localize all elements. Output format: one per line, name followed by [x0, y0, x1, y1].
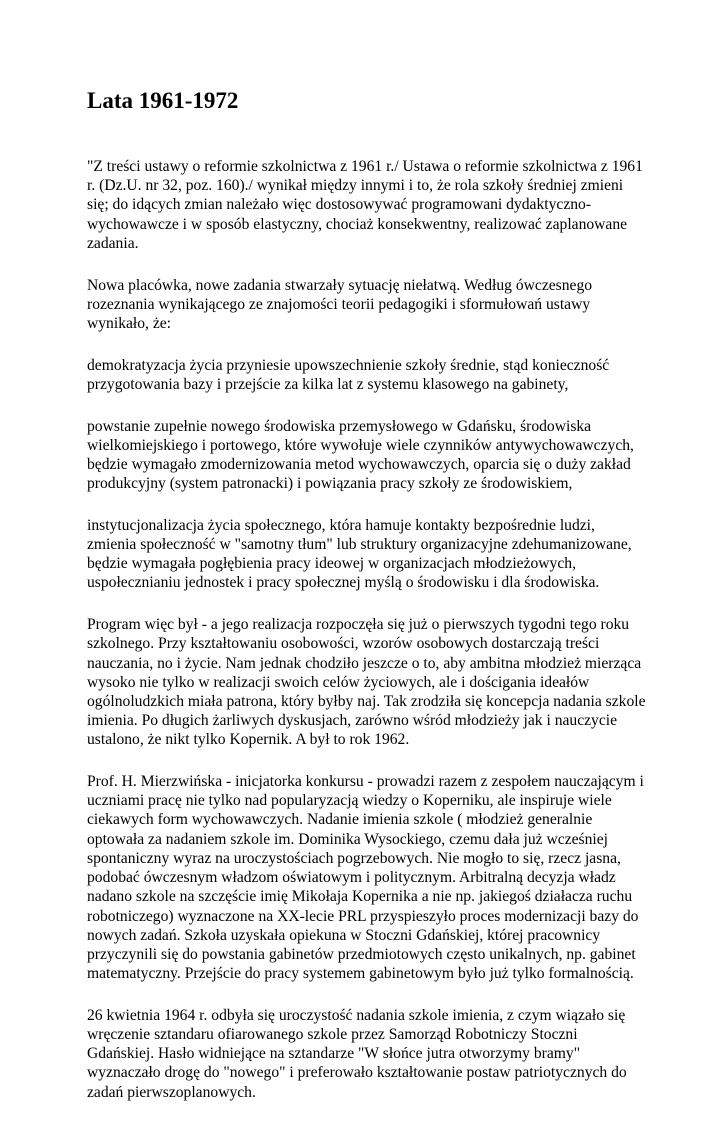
paragraph-3: demokratyzacja życia przyniesie upowszechnienie szkoły średnie, stąd konieczność przygotowania bazy i przejście za kilka lat z systemu klasowego na gabinety, — [87, 356, 610, 393]
paragraph-8: 26 kwietnia 1964 r. odbyła się uroczystość nadania szkole imienia, z czym wiązało się wręczenie sztandaru ofiarowanego szkole przez Samorząd Robotniczy Stoczni Gdańskiej. Hasło widniejące na sztandarze "W słońce jutra otworzymy bramy" wyznaczało drogę do "nowego" i preferowało kształtowanie postaw patriotycznych do zadań pierwszoplanowych. — [87, 1006, 627, 1101]
paragraph-2: Nowa placówka, nowe zadania stwarzały sytuację niełatwą. Według ówczesnego rozeznania wynikającego ze znajomości teorii pedagogiki i sformułowań ustawy wynikało, że: — [87, 276, 593, 332]
page-title: Lata 1961-1972 — [87, 88, 239, 113]
paragraph-5: instytucjonalizacja życia społecznego, która hamuje kontakty bezpośrednie ludzi, zmienia społeczność w "samotny tłum" lub struktury organizacyjne zdehumanizowane, będzie wymagała pogłębienia pracy ideowej w organizacjach młodzieżowych, uspołecznianiu jednostek i pracy społecznej myślą o środowisku i dla środowiska. — [87, 516, 632, 592]
paragraph-6: Program więc był - a jego realizacja rozpoczęła się już o pierwszych tygodni tego roku szkolnego. Przy kształtowaniu osobowości, wzorów osobowych dostarczają treści nauczania, no i życie. Nam jednak chodziło jeszcze o to, aby ambitna młodzież mierząca wysoko nie tylko w realizacji swoich celów życiowych, ale i dościgania ideałów ogólnoludzkich miała patrona, który byłby naj. Tak zrodziła się koncepcja nadania szkole imienia. Po długich żarliwych dyskusjach, zarówno wśród młodzieży jak i nauczycie ustalono, że nikt tylko Kopernik. A był to rok 1962. — [87, 616, 646, 749]
document-body — [87, 157, 647, 1124]
paragraph-1: "Z treści ustawy o reformie szkolnictwa z 1961 r./ Ustawa o reformie szkolnictwa z 1961 r. (Dz.U. nr 32, poz. 160)./ wynikał między innymi i to, że rola szkoły średniej zmieni się; do idących zmian należało więc dostosowywać programowani dydaktyczno-wychowawcze i w sposób elastyczny, chociaż konsekwentny, realizować zaplanowane zadania. — [87, 158, 643, 252]
paragraph-7: Prof. H. Mierzwińska - inicjatorka konkursu - prowadzi razem z zespołem nauczającym i uczniami pracę nie tylko nad popularyzacją wiedzy o Koperniku, ale inspiruje wiele ciekawych form wychowawczych. Nadanie imienia szkole ( młodzież generalnie optowała za nadaniem szkole im. Dominika Wysockiego, czemu dała już wcześniej spontaniczny wyraz na uroczystościach pogrzebowych. Nie mogło to się, rzecz jasna, podobać ówczesnym władzom oświatowym i politycznym. Arbitralną decyzja władz nadano szkole na szczęście imię Mikołaja Kopernika a nie np. jakiegoś działacza ruchu robotniczego) wyznaczone na XX-lecie PRL przyspieszyło proces modernizacji bazy do nowych zadań. Szkoła uzyskała opiekuna w Stoczni Gdańskiej, której pracownicy przyczynili się do powstania gabinetów przedmiotowych często unikalnych, np. gabinet matematyczny. Przejście do pracy systemem gabinetowym było już tylko formalnością. — [87, 773, 644, 983]
paragraph-4: powstanie zupełnie nowego środowiska przemysłowego w Gdańsku, środowiska wielkomiejskiego i portowego, które wywołuje wiele czynników antywychowawczych, będzie wymagało zmodernizowania metod wychowawczych, oparcia się o duży zakład produkcyjny (system patronacki) i powiązania pracy szkoły ze środowiskiem, — [87, 417, 634, 493]
